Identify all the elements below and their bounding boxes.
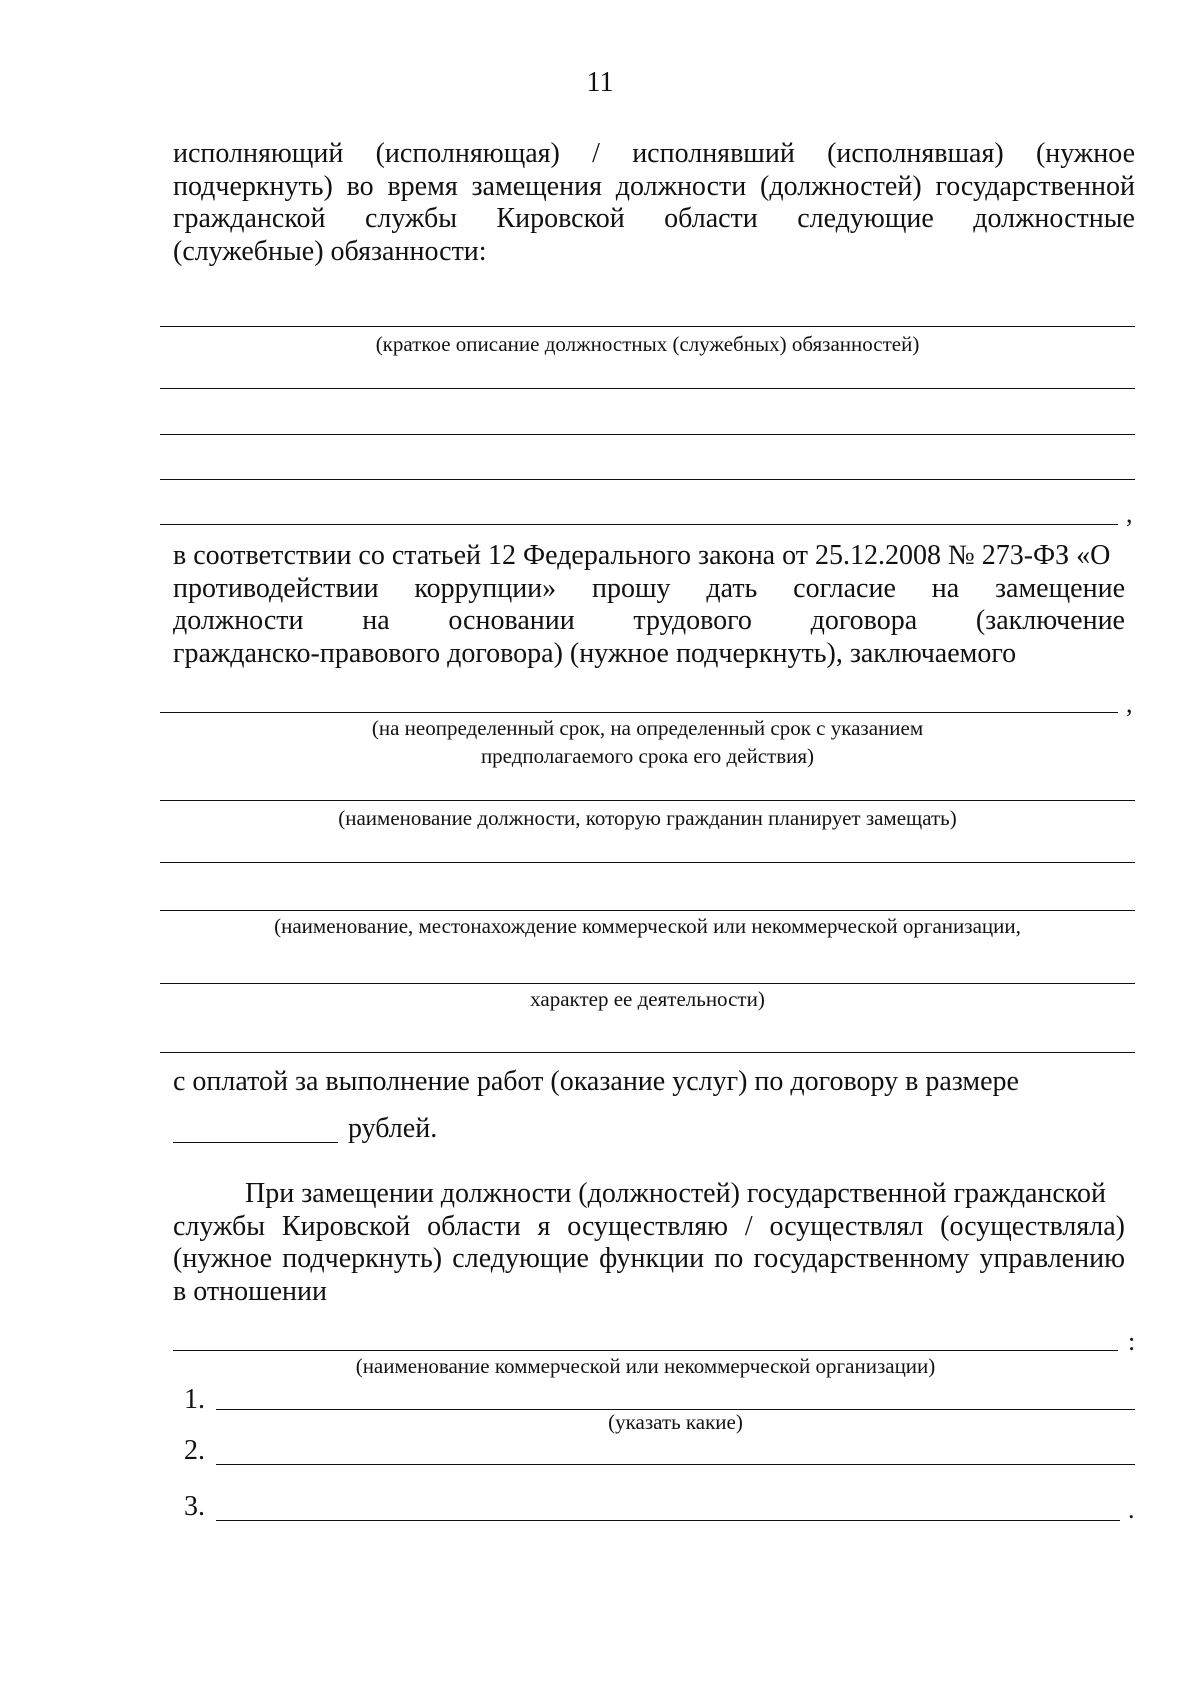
duties-fill-line [160,479,1135,480]
consent-line: противодействии коррупции» прошу дать согласие на замещение [173,572,1125,604]
comma-mark: , [1126,499,1133,528]
organization-caption-line1: (наименование, местонахождение коммерческой или некоммерческой организации, [274,914,1021,938]
organization-fill-line [160,983,1135,984]
consent-line: гражданско-правового договора) (нужное подчеркнуть), заключаемого [173,637,1017,669]
duties-fill-line [160,524,1118,525]
duties-fill-line [160,388,1135,389]
functions-line: (нужное подчеркнуть) следующие функции по государственному управлению [173,1243,1125,1274]
term-fill-line [160,712,1118,713]
duties-caption: (краткое описание должностных (служебных) обязанностей) [375,332,920,356]
org-name-caption: (наименование коммерческой или некоммерческой организации) [355,1354,936,1378]
consent-line: должности на основании трудового договора (заключение [173,605,1125,636]
position-fill-line [160,800,1135,801]
functions-line: службы Кировской области я осуществляю / осуществлял (осуществляла) [173,1210,1125,1242]
list-fill-line [216,1464,1135,1465]
page-number: 11 [586,67,614,98]
functions-line: При замещении должности (должностей) государственной гражданской [245,1178,1106,1209]
term-caption-line1: (на неопределенный срок, на определенный срок с указанием [371,716,924,740]
intro-line: (служебные) обязанности: [173,235,487,267]
position-fill-line [160,862,1135,863]
list-fill-line [216,1520,1120,1521]
list-number: 3. [184,1491,205,1522]
list-number: 2. [184,1435,205,1466]
consent-paragraph [173,540,1125,670]
list-number: 1. [184,1384,205,1415]
functions-line: в отношении [173,1275,328,1307]
org-name-fill-line [173,1350,1118,1351]
organization-fill-line [160,1052,1135,1053]
comma-mark: , [1126,689,1133,718]
intro-paragraph [173,138,1135,268]
intro-line: исполняющий (исполняющая) / исполнявший (исполнявшая) (нужное [173,138,1135,169]
specify-caption: (указать какие) [608,1410,743,1434]
organization-caption-line2: характер ее деятельности) [530,987,765,1011]
duties-fill-line [160,326,1135,327]
amount-fill-line [173,1142,338,1143]
duties-fill-line [160,434,1135,435]
payment-text: с оплатой за выполнение работ (оказание услуг) по договору в размере [173,1066,1019,1097]
organization-fill-line [160,910,1135,911]
term-caption-line2: предполагаемого срока его действия) [480,744,815,768]
consent-line: в соответствии со статьей 12 Федерального закона от 25.12.2008 № 273-ФЗ «О [173,540,1111,571]
position-caption: (наименование должности, которую гражданин планирует замещать) [338,806,957,830]
intro-line: подчеркнуть) во время замещения должности (должностей) государственной [173,170,1135,202]
rubles-word: рублей. [348,1113,438,1144]
colon-mark: : [1128,1327,1136,1356]
functions-paragraph [173,1178,1125,1308]
period-mark: . [1128,1495,1135,1524]
intro-line: гражданской службы Кировской области следующие должностные [173,203,1135,234]
